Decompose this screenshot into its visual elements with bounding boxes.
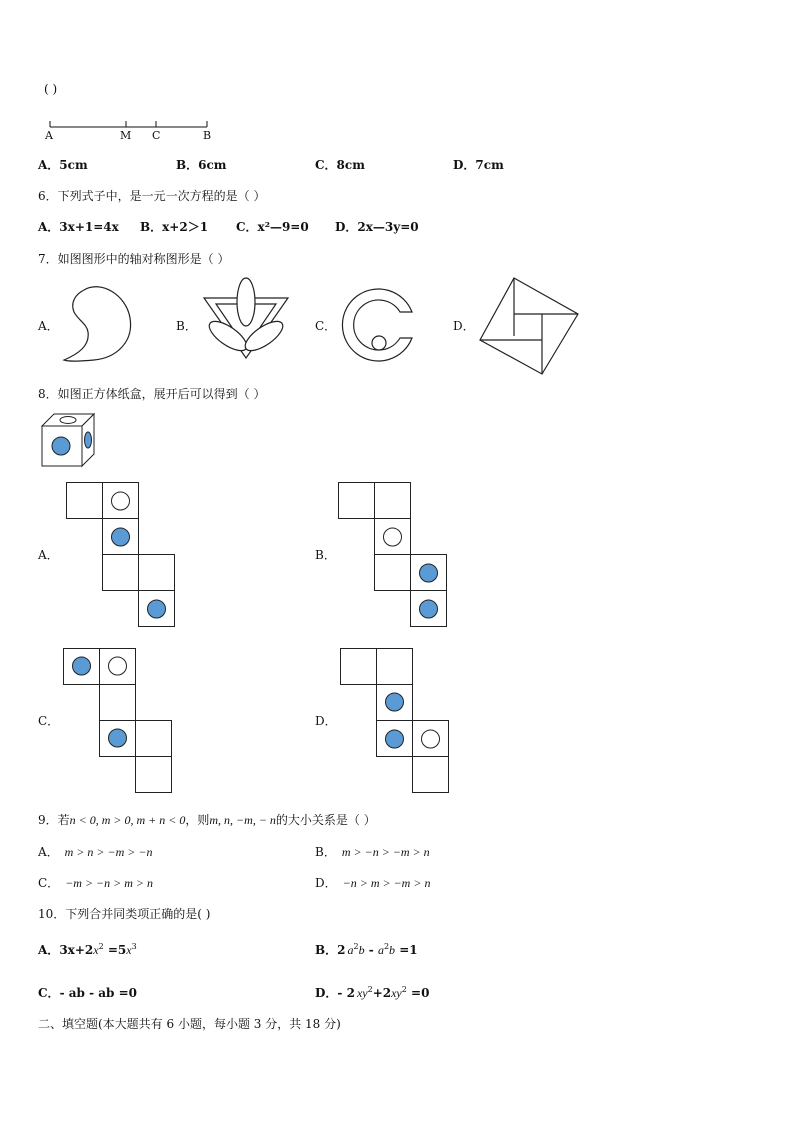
q6-option-c: C．x²—9=0 <box>236 220 309 234</box>
q9-option-c-letter: C． <box>38 876 60 890</box>
q10-option-b-var-a2: a <box>377 943 384 957</box>
q10-option-a-exp2: 3 <box>131 942 137 951</box>
q9-option-c <box>38 874 153 891</box>
q9-option-b-letter: B． <box>315 845 336 859</box>
q10-option-b <box>315 941 418 958</box>
q7-stem: 7．如图图形中的轴对称图形是（ ） <box>38 252 230 266</box>
q5-option-b: B．6cm <box>176 158 227 172</box>
q10-option-b-result: =1 <box>395 943 418 957</box>
q10-option-d-exp: 2 <box>367 985 373 994</box>
q10-option-a-letter: A． <box>38 943 60 957</box>
q8-option-b-letter: B． <box>315 548 336 562</box>
q5-segment-diagram <box>0 0 794 150</box>
q10-option-a-text: 3x+2 <box>59 943 94 957</box>
q8-option-a-letter: A． <box>38 548 59 562</box>
q8-net-d <box>340 648 452 796</box>
q9-option-b <box>315 843 430 860</box>
q5-answer-paren: ( ) <box>44 82 58 96</box>
q10-option-a <box>38 941 137 958</box>
q10-option-d-var: xy <box>356 986 368 1000</box>
q10-option-b-coef: 2 <box>337 943 346 957</box>
q10-option-a-result: =5 <box>103 943 127 957</box>
segment-label-a: A <box>45 129 53 142</box>
q10-option-a-var2: x <box>126 943 132 957</box>
q10-option-d-var2: xy <box>391 986 402 1000</box>
q10-option-b-var-b2: b <box>389 943 396 957</box>
q10-option-c <box>38 984 137 1001</box>
q10-option-d <box>315 984 429 1001</box>
q6-stem: 6．下列式子中，是一元一次方程的是（ ） <box>38 189 266 203</box>
q7-option-c-letter: C． <box>315 319 337 333</box>
q10-option-b-letter: B． <box>315 943 338 957</box>
q10-option-b-exp2: 2 <box>383 942 390 951</box>
q10-option-d-letter: D． <box>315 986 338 1000</box>
q10-option-a-var: x <box>93 943 99 957</box>
q10-option-d-exp2: 2 <box>401 985 407 994</box>
q7-option-b-letter: B． <box>176 319 197 333</box>
q10-option-d-plus: +2 <box>372 986 392 1000</box>
q8-net-c <box>63 648 175 796</box>
q10-option-d-result: =0 <box>406 986 430 1000</box>
q9-stem-mid: ，则 <box>185 813 210 827</box>
q9-stem-prefix: 9．若 <box>38 813 70 827</box>
q9-option-c-math: −m > −n > m > n <box>65 876 154 890</box>
q8-cube-figure <box>40 412 102 468</box>
segment-label-m: M <box>120 129 132 142</box>
q5-option-a: A．5cm <box>38 158 88 172</box>
segment-label-b: B <box>203 129 212 142</box>
q9-variables-math: m, n, −m, − n <box>209 813 276 827</box>
section-2-heading: 二、填空题(本大题共有 6 小题，每小题 3 分，共 18 分) <box>38 1017 341 1031</box>
q6-option-d: D．2x—3y=0 <box>335 220 419 234</box>
q8-net-a <box>66 482 178 630</box>
q9-option-a-math: m > n > −m > −n <box>64 845 153 859</box>
q6-option-b: B．x+2＞1 <box>140 220 209 234</box>
q7-figure-c-ring <box>338 286 420 366</box>
q6-option-a: A．3x+1=4x <box>38 220 119 234</box>
q8-option-c-letter: C． <box>38 714 60 728</box>
q5-option-c: C．8cm <box>315 158 365 172</box>
q8-stem: 8．如图正方体纸盒，展开后可以得到（ ） <box>38 387 266 401</box>
q9-option-a-letter: A． <box>38 845 59 859</box>
q10-option-d-coef: - 2 <box>337 986 355 1000</box>
q9-stem-suffix: 的大小关系是（ ） <box>275 813 376 827</box>
q9-condition-math: n < 0, m > 0, m + n < 0 <box>69 813 186 827</box>
q10-option-b-exp: 2 <box>353 942 359 951</box>
q9-option-d-letter: D． <box>315 876 337 890</box>
q7-figure-b-triangle-leaves <box>198 276 294 362</box>
q8-net-b <box>338 482 450 630</box>
segment-label-c: C <box>152 129 161 142</box>
q9-option-d <box>315 874 430 891</box>
q5-option-d: D．7cm <box>453 158 504 172</box>
q7-option-d-letter: D． <box>453 319 475 333</box>
q7-figure-a-curved-shape <box>60 282 135 367</box>
q9-option-d-math: −n > m > −m > n <box>342 876 431 890</box>
q10-option-b-minus: - <box>364 943 378 957</box>
q10-option-a-exp: 2 <box>98 942 104 951</box>
q9-option-b-math: m > −n > −m > n <box>341 845 430 859</box>
q7-option-a-letter: A． <box>38 319 59 333</box>
q10-stem: 10．下列合并同类项正确的是( ) <box>38 907 211 921</box>
q8-option-d-letter: D． <box>315 714 337 728</box>
q10-option-c-letter: C． <box>38 986 60 1000</box>
q7-figure-d-square-pinwheel <box>478 276 580 376</box>
q9-option-a <box>38 843 153 860</box>
q10-option-c-text: - ab - ab =0 <box>59 986 137 1000</box>
q10-option-b-var-b: b <box>358 943 365 957</box>
q10-option-b-var-a: a <box>347 943 354 957</box>
q9-stem <box>38 811 376 828</box>
